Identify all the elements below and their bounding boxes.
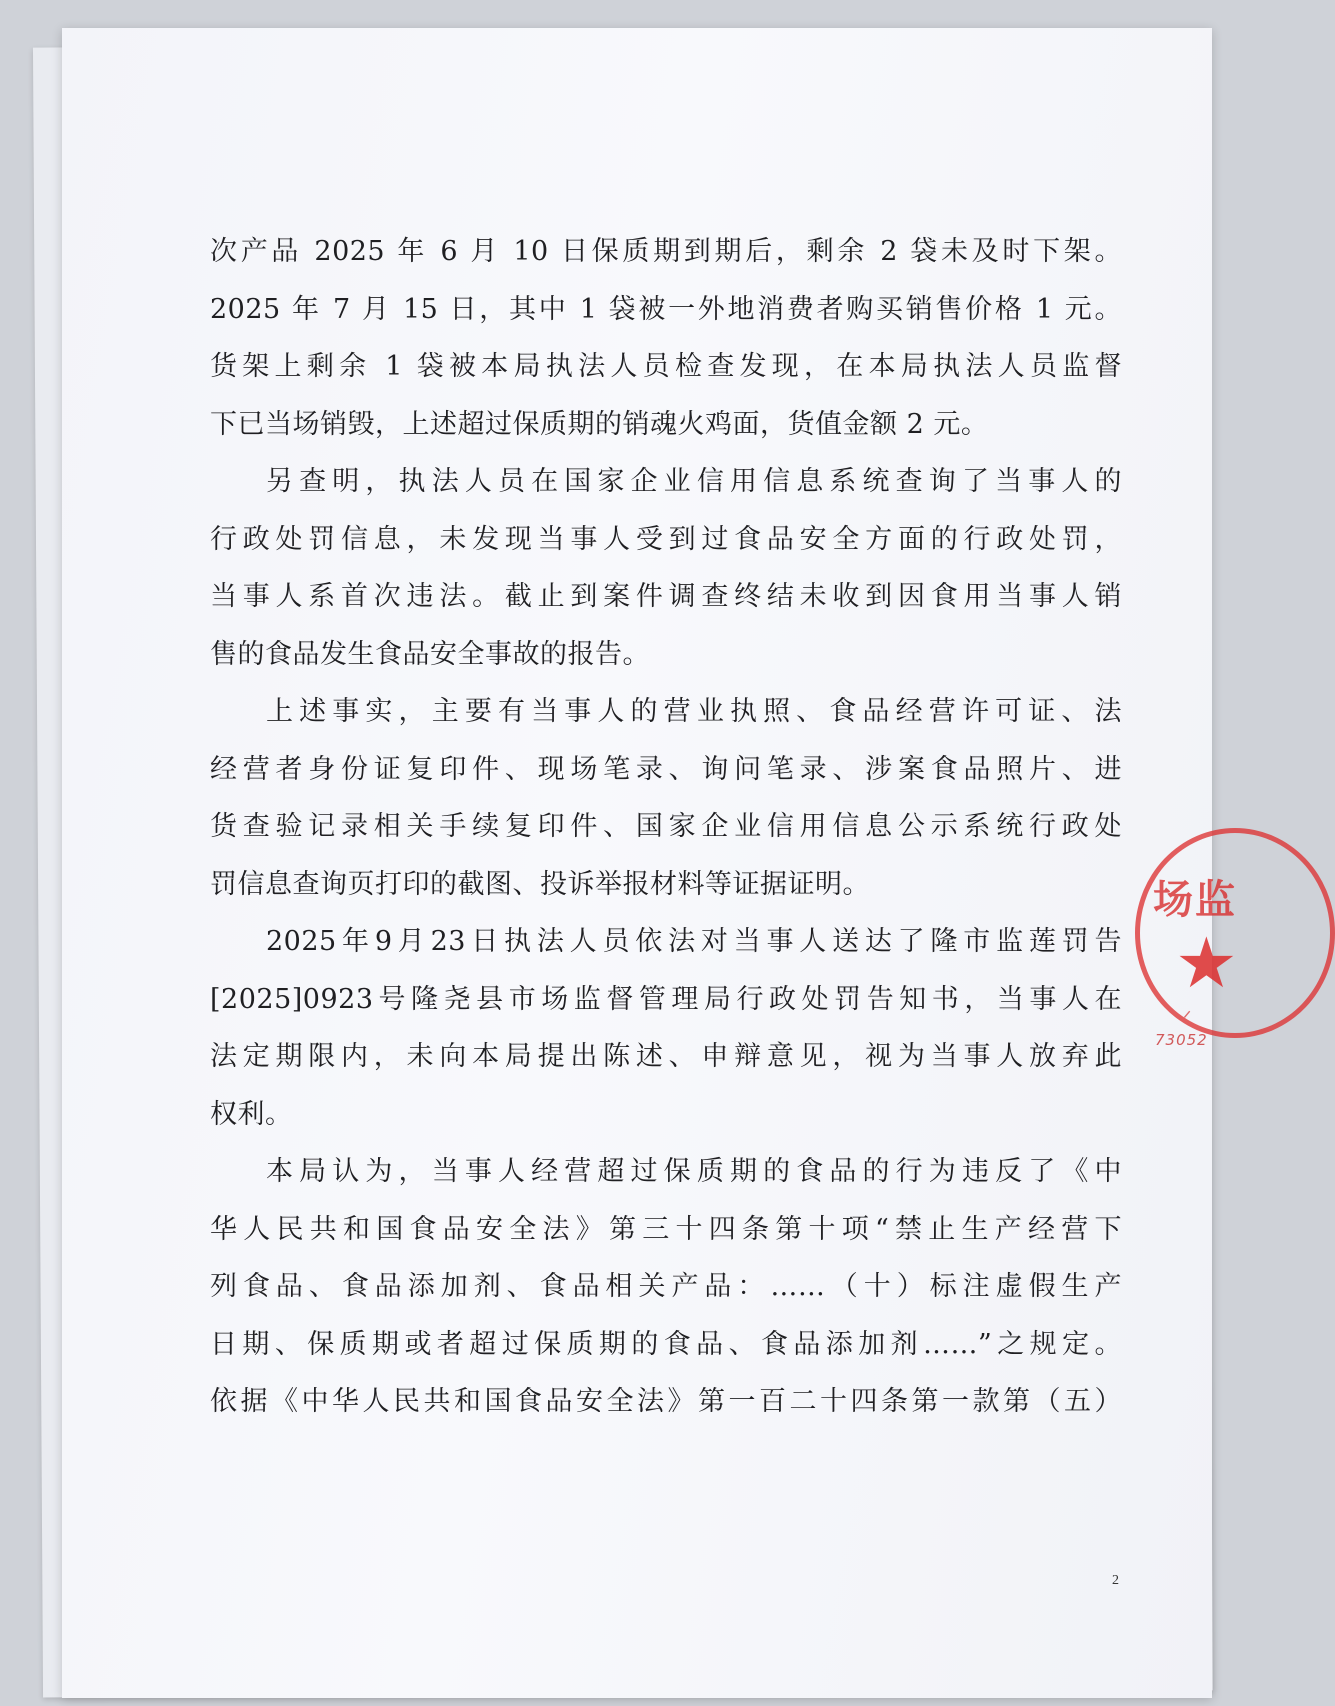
text-line: 罚信息查询页打印的截图、投诉举报材料等证据证明。 [210, 868, 870, 900]
star-icon: ★ [1175, 922, 1238, 1004]
text-line: 上述事实，主要有当事人的营业执照、食品经营许可证、法 [266, 696, 1122, 727]
text-line: 法定期限内，未向本局提出陈述、申辩意见，视为当事人放弃此 [210, 1041, 1122, 1072]
text-line: 2025年9月23日执法人员依法对当事人送达了隆市监莲罚告 [266, 926, 1122, 957]
text-line: 依据《中华人民共和国食品安全法》第一百二十四条第一款第（五） [210, 1386, 1122, 1417]
text-line: 本局认为，当事人经营超过保质期的食品的行为违反了《中 [266, 1156, 1122, 1187]
text-line: 列食品、食品添加剂、食品相关产品：……（十）标注虚假生产 [210, 1271, 1122, 1302]
text-line: 行政处罚信息，未发现当事人受到过食品安全方面的行政处罚， [210, 523, 1122, 555]
document-body [210, 223, 1122, 1431]
text-line: 华人民共和国食品安全法》第三十四条第十项“禁止生产经营下 [210, 1213, 1122, 1245]
text-line: 货查验记录相关手续复印件、国家企业信用信息公示系统行政处 [210, 811, 1122, 842]
text-line: 日期、保质期或者超过保质期的食品、食品添加剂……”之规定。 [210, 1328, 1122, 1360]
document-page [62, 28, 1238, 1698]
text-line: 下已当场销毁，上述超过保质期的销魂火鸡面，货值金额 2 元。 [210, 408, 989, 440]
text-line: 权利。 [210, 1098, 293, 1130]
seal-mark: ᐟ [1183, 1006, 1192, 1030]
text-line: 经营者身份证复印件、现场笔录、询问笔录、涉案食品照片、进 [210, 753, 1122, 785]
text-line: 当事人系首次违法。截止到案件调查终结未收到因食用当事人销 [210, 581, 1122, 612]
text-line: 另查明，执法人员在国家企业信用信息系统查询了当事人的 [266, 466, 1122, 497]
text-line: 次产品 2025 年 6 月 10 日保质期到期后，剩余 2 袋未及时下架。 [210, 236, 1122, 267]
text-line: [2025]0923号隆尧县市场监督管理局行政处罚告知书，当事人在 [210, 983, 1122, 1015]
seal-code: 73052 [1155, 1031, 1208, 1049]
text-line: 2025 年 7 月 15 日，其中 1 袋被一外地消费者购买销售价格 1 元。 [210, 293, 1122, 325]
page-number: 2 [1112, 1573, 1119, 1588]
text-line: 售的食品发生食品安全事故的报告。 [210, 638, 650, 670]
text-line: 货架上剩余 1 袋被本局执法人员检查发现，在本局执法人员监督 [210, 351, 1122, 382]
official-seal-stamp [1135, 828, 1305, 1078]
seal-text: 场监 [1153, 877, 1237, 923]
